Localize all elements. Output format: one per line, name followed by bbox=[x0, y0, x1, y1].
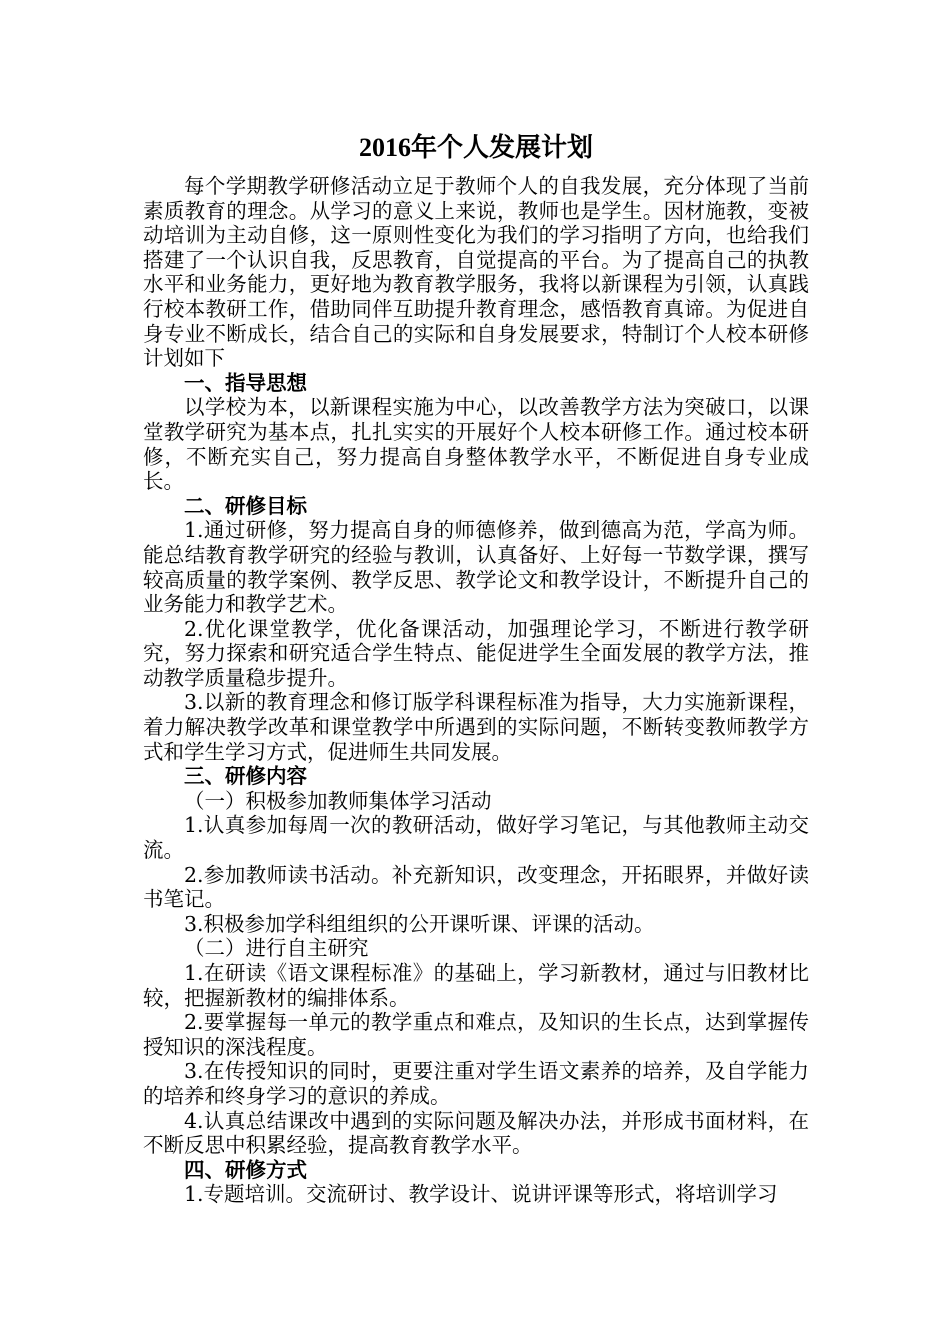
body-paragraph: 2.参加教师读书活动。补充新知识，改变理念，开拓眼界，并做好读书笔记。 bbox=[143, 862, 809, 912]
body-paragraph: 2.优化课堂教学，优化备课活动，加强理论学习，不断进行教学研究，努力探索和研究适合学生特点、能促进学生全面发展的教学方法，推动教学质量稳步提升。 bbox=[143, 616, 809, 690]
body-paragraph: 4.认真总结课改中遇到的实际问题及解决办法，并形成书面材料，在不断反思中积累经验，提高教育教学水平。 bbox=[143, 1108, 809, 1158]
body-paragraph: 1.在研读《语文课程标准》的基础上，学习新教材，通过与旧教材比较，把握新教材的编排体系。 bbox=[143, 961, 809, 1010]
section-heading: 二、研修目标 bbox=[184, 493, 307, 518]
document-body bbox=[143, 130, 809, 1207]
section-heading: 一、指导思想 bbox=[184, 370, 307, 395]
document-title: 2016年个人发展计划 bbox=[358, 133, 593, 162]
body-paragraph: 3.积极参加学科组组织的公开课听课、评课的活动。 bbox=[184, 911, 655, 936]
body-paragraph: 2.要掌握每一单元的教学重点和难点，及知识的生长点，达到掌握传授知识的深浅程度。 bbox=[143, 1010, 809, 1059]
body-paragraph: 以学校为本，以新课程实施为中心，以改善教学方法为突破口，以课堂教学研究为基本点，扎扎实实的开展好个人校本研修工作。通过校本研修，不断充实自己，努力提高自身整体教学水平，不断促进自身专业成长。 bbox=[143, 395, 809, 494]
body-paragraph: 1.认真参加每周一次的教研活动，做好学习笔记，与其他教师主动交流。 bbox=[143, 813, 809, 863]
section-heading: 四、研修方式 bbox=[184, 1157, 307, 1182]
body-paragraph: 1.专题培训。交流研讨、教学设计、说讲评课等形式，将培训学习 bbox=[184, 1182, 778, 1207]
body-paragraph: 3.以新的教育理念和修订版学科课程标准为指导，大力实施新课程，着力解决教学改革和课堂教学中所遇到的实际问题，不断转变教师教学方式和学生学习方式，促进师生共同发展。 bbox=[143, 690, 809, 764]
subsection-heading: （二）进行自主研究 bbox=[184, 936, 369, 961]
intro-paragraph: 每个学期教学研修活动立足于教师个人的自我发展，充分体现了当前素质教育的理念。从学习的意义上来说，教师也是学生。因材施教，变被动培训为主动自修，这一原则性变化为我们的学习指明了方向，也给我们搭建了一个认识自我，反思教育，自觉提高的平台。为了提高自己的执教水平和业务能力，更好地为教育教学服务，我将以新课程为引领，认真践行校本教研工作，借助同伴互助提升教育理念，感悟教育真谛。为促进自身专业不断成长，结合自己的实际和自身发展要求，特制订个人校本研修计划如下 bbox=[143, 174, 809, 371]
subsection-heading: （一）积极参加教师集体学习活动 bbox=[184, 788, 492, 813]
body-paragraph: 1.通过研修，努力提高自身的师德修养，做到德高为范，学高为师。能总结教育教学研究的经验与教训，认真备好、上好每一节数学课，撰写较高质量的教学案例、教学反思、教学论文和教学设计，不断提升自己的业务能力和教学艺术。 bbox=[143, 518, 809, 617]
body-paragraph: 3.在传授知识的同时，更要注重对学生语文素养的培养，及自学能力的培养和终身学习的意识的养成。 bbox=[143, 1059, 809, 1108]
section-heading: 三、研修内容 bbox=[184, 764, 307, 789]
